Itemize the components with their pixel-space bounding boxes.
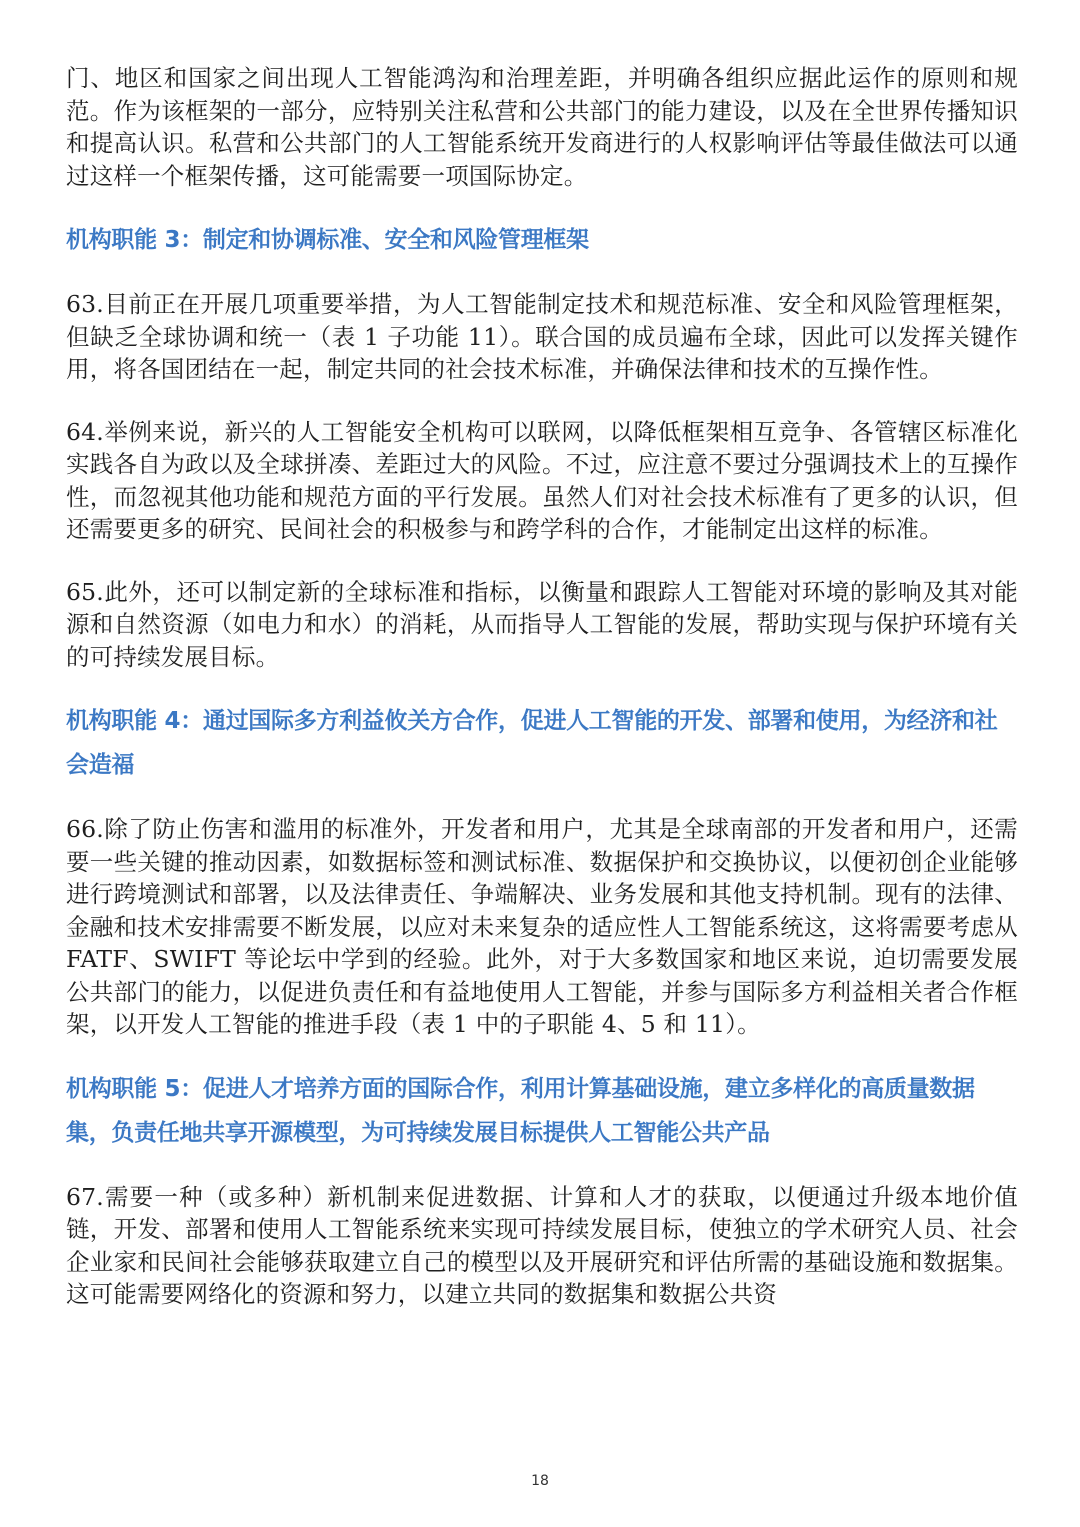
page-number: 18 (531, 1473, 549, 1489)
section-heading-function-3: 机构职能 3：制定和协调标准、安全和风险管理框架 (66, 227, 589, 253)
paragraph-63: 63.目前正在开展几项重要举措，为人工智能制定技术和规范标准、安全和风险管理框架，但缺乏全球协调和统一（表 1 子功能 11）。联合国的成员遍布全球，因此可以发挥关键作用，将各国团结在一起，制定共同的社会技术标准，并确保法律和技术的互操作性。 (66, 290, 1018, 383)
section-heading-function-4: 机构职能 4：通过国际多方利益攸关方合作，促进人工智能的开发、部署和使用，为经济和社会造福 (66, 708, 998, 778)
paragraph-intro: 门、地区和国家之间出现人工智能鸿沟和治理差距，并明确各组织应据此运作的原则和规范。作为该框架的一部分，应特别关注私营和公共部门的能力建设，以及在全世界传播知识和提高认识。私营和公共部门的人工智能系统开发商进行的人权影响评估等最佳做法可以通过这样一个框架传播，这可能需要一项国际协定。 (66, 64, 1018, 190)
document-page (66, 62, 1018, 1311)
paragraph-65: 65.此外，还可以制定新的全球标准和指标，以衡量和跟踪人工智能对环境的影响及其对能源和自然资源（如电力和水）的消耗，从而指导人工智能的发展，帮助实现与保护环境有关的可持续发展目标。 (66, 577, 1018, 671)
paragraph-64: 64.举例来说，新兴的人工智能安全机构可以联网，以降低框架相互竞争、各管辖区标准化实践各自为政以及全球拼凑、差距过大的风险。不过，应注意不要过分强调技术上的互操作性，而忽视其他功能和规范方面的平行发展。虽然人们对社会技术标准有了更多的认识，但还需要更多的研究、民间社会的积极参与和跨学科的合作，才能制定出这样的标准。 (66, 417, 1018, 543)
paragraph-66: 66.除了防止伤害和滥用的标准外，开发者和用户，尤其是全球南部的开发者和用户，还需要一些关键的推动因素，如数据标签和测试标准、数据保护和交换协议，以便初创企业能够进行跨境测试和部署，以及法律责任、争端解决、业务发展和其他支持机制。现有的法律、金融和技术安排需要不断发展，以应对未来复杂的适应性人工智能系统这，这将需要考虑从 FATF、SWIFT 等论坛中学到的经验。此外，对于大多数国家和地区来说，迫切需要发展公共部门的能力，以促进负责任和有益地使用人工智能，并参与国际多方利益相关者合作框架，以开发人工智能的推进手段（表 1 中的子职能 4、5 和 11）。 (66, 815, 1018, 1038)
section-heading-function-5: 机构职能 5：促进人才培养方面的国际合作，利用计算基础设施，建立多样化的高质量数据集，负责任地共享开源模型，为可持续发展目标提供人工智能公共产品 (66, 1075, 975, 1146)
paragraph-67: 67.需要一种（或多种）新机制来促进数据、计算和人才的获取，以便通过升级本地价值链，开发、部署和使用人工智能系统来实现可持续发展目标，使独立的学术研究人员、社会企业家和民间社会能够获取建立自己的模型以及开展研究和评估所需的基础设施和数据集。这可能需要网络化的资源和努力，以建立共同的数据集和数据公共资 (66, 1182, 1018, 1308)
